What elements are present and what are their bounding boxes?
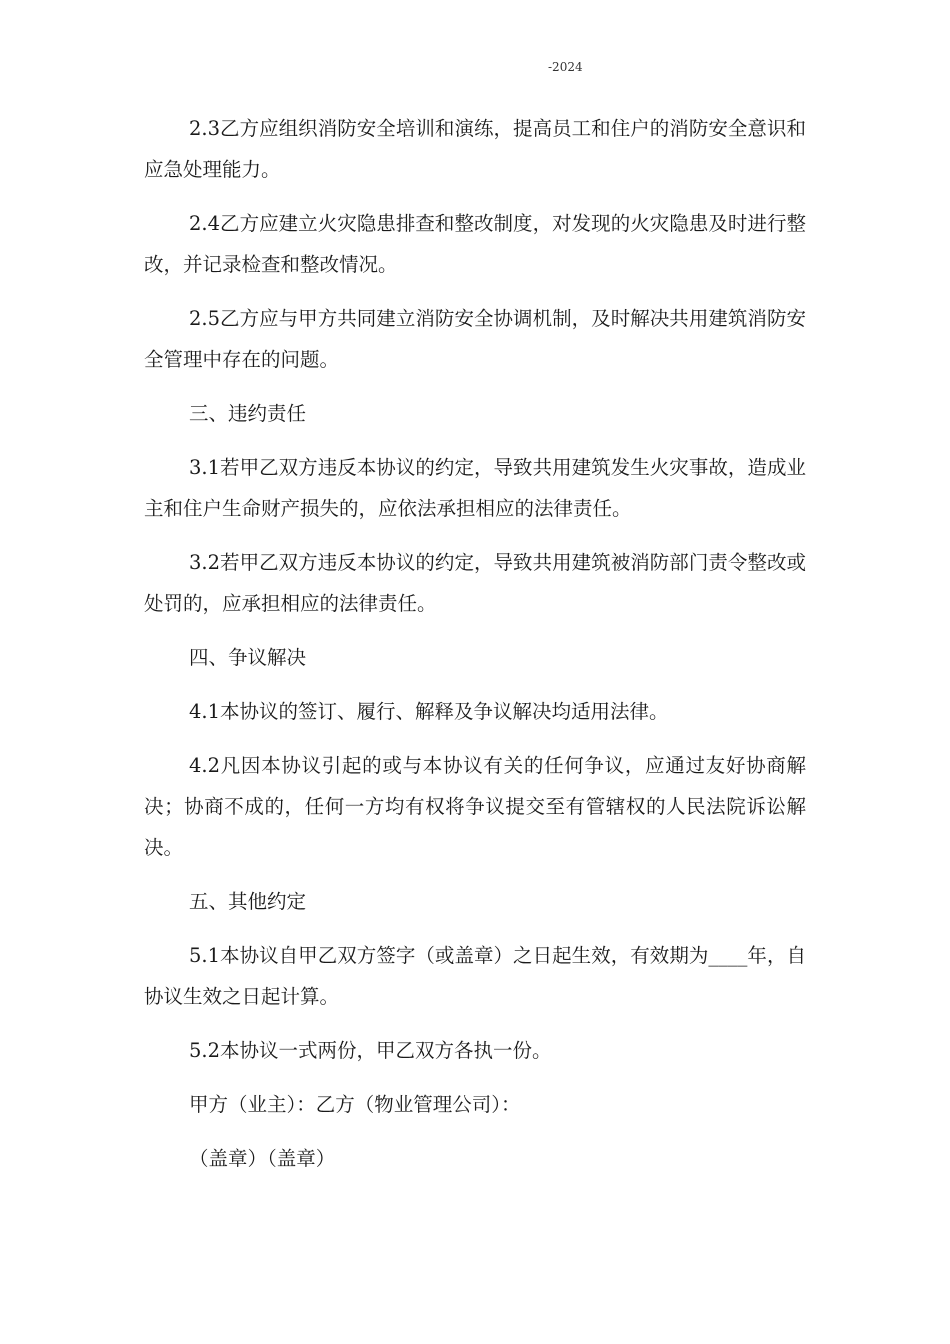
section-heading-dispute: 四、争议解决: [189, 646, 307, 669]
signature-seals: （盖章）（盖章）: [189, 1147, 336, 1170]
clause-4-1: 4.1本协议的签订、履行、解释及争议解决均适用法律。: [189, 700, 669, 723]
page-header: -2024: [548, 60, 583, 74]
clause-3-2: 3.2若甲乙双方违反本协议的约定，导致共用建筑被消防部门责令整改或处罚的，应承担相应的法律责任。: [144, 551, 806, 615]
section-heading-other: 五、其他约定: [189, 890, 307, 913]
clause-2-4: 2.4乙方应建立火灾隐患排查和整改制度，对发现的火灾隐患及时进行整改，并记录检查和整改情况。: [144, 212, 806, 276]
clause-5-2: 5.2本协议一式两份，甲乙双方各执一份。: [189, 1039, 552, 1062]
clause-2-3: 2.3乙方应组织消防安全培训和演练，提高员工和住户的消防安全意识和应急处理能力。: [144, 117, 806, 181]
document-body: [144, 108, 806, 1179]
clause-4-2: 4.2凡因本协议引起的或与本协议有关的任何争议，应通过友好协商解决；协商不成的，任何一方均有权将争议提交至有管辖权的人民法院诉讼解决。: [144, 754, 806, 859]
section-heading-breach: 三、违约责任: [189, 402, 307, 425]
clause-5-1: 5.1本协议自甲乙双方签字（或盖章）之日起生效，有效期为____年，自协议生效之日起计算。: [144, 944, 806, 1008]
clause-2-5: 2.5乙方应与甲方共同建立消防安全协调机制，及时解决共用建筑消防安全管理中存在的问题。: [144, 307, 806, 371]
signature-parties: 甲方（业主）：乙方（物业管理公司）：: [189, 1093, 521, 1116]
clause-3-1: 3.1若甲乙双方违反本协议的约定，导致共用建筑发生火灾事故，造成业主和住户生命财产损失的，应依法承担相应的法律责任。: [144, 456, 806, 520]
